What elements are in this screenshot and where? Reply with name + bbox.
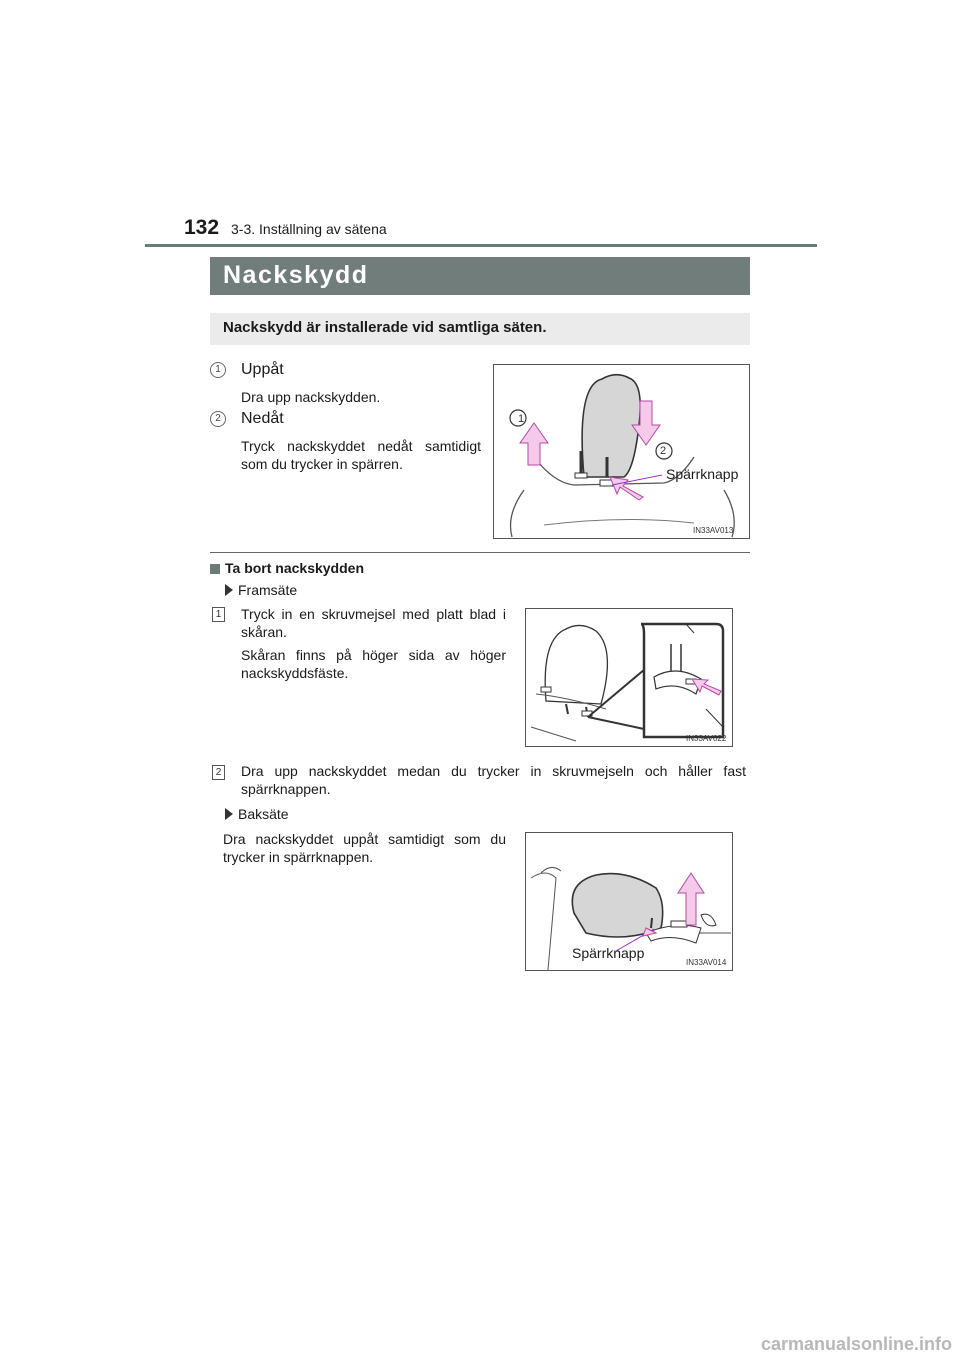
figure-label-1: 1 xyxy=(518,413,525,425)
header-rule xyxy=(145,244,817,247)
figure-code: IN33AV022 xyxy=(686,734,727,743)
release-button-callout-rear: Spärrknapp xyxy=(572,945,645,961)
title-bar xyxy=(210,257,750,295)
page-number: 132 xyxy=(184,216,220,239)
removal-step-text-2: Dra upp nackskyddet medan du trycker in skruvmejseln och håller fast spärrknappen. xyxy=(241,763,746,797)
rear-seat-label xyxy=(225,806,289,822)
step-title-down: Nedåt xyxy=(241,410,284,427)
triangle-bullet-icon xyxy=(225,584,233,596)
figure-code: IN33AV014 xyxy=(686,958,727,967)
subsection-heading-text: Ta bort nackskydden xyxy=(225,560,365,576)
front-headrest-removal-illustration xyxy=(525,608,733,747)
release-button-callout: Spärrknapp xyxy=(666,466,739,482)
front-seat-label-text: Framsäte xyxy=(238,582,298,598)
subsection-heading xyxy=(210,560,364,576)
watermark: carmanualsonline.info xyxy=(760,1334,952,1354)
removal-step-number-2: 2 xyxy=(212,765,225,780)
figure-code: IN33AV013 xyxy=(693,526,734,535)
front-seat-label xyxy=(225,582,297,598)
intro-text: Nackskydd är installerade vid samtliga säten. xyxy=(223,319,547,336)
step-text-up: Dra upp nackskydden. xyxy=(241,389,381,405)
rear-seat-text: Dra nackskyddet uppåt samtidigt som du trycker in spärrknappen. xyxy=(223,831,506,865)
rear-seat-label-text: Baksäte xyxy=(238,806,289,822)
step-text-down: Tryck nackskyddet nedåt samtidigt som du trycker in spärren. xyxy=(241,438,481,472)
removal-step-note: Skåran finns på höger sida av höger nackskyddsfäste. xyxy=(241,647,506,681)
page-title: Nackskydd xyxy=(223,261,369,289)
figure-label-2: 2 xyxy=(660,445,667,457)
section-divider xyxy=(210,552,750,553)
section-reference: 3-3. Inställning av sätena xyxy=(231,221,387,237)
rear-headrest-removal-illustration xyxy=(525,832,733,971)
headrest-adjust-illustration xyxy=(493,364,750,539)
step-number-1: 1 xyxy=(210,362,226,378)
step-number-2: 2 xyxy=(210,411,226,427)
step-title-up: Uppåt xyxy=(241,361,284,378)
removal-step-text-1: Tryck in en skruvmejsel med platt blad i skåran. xyxy=(241,606,506,640)
intro-box xyxy=(210,313,750,345)
removal-step-number-1: 1 xyxy=(212,607,225,622)
triangle-bullet-icon xyxy=(225,808,233,820)
square-bullet-icon xyxy=(210,564,220,574)
